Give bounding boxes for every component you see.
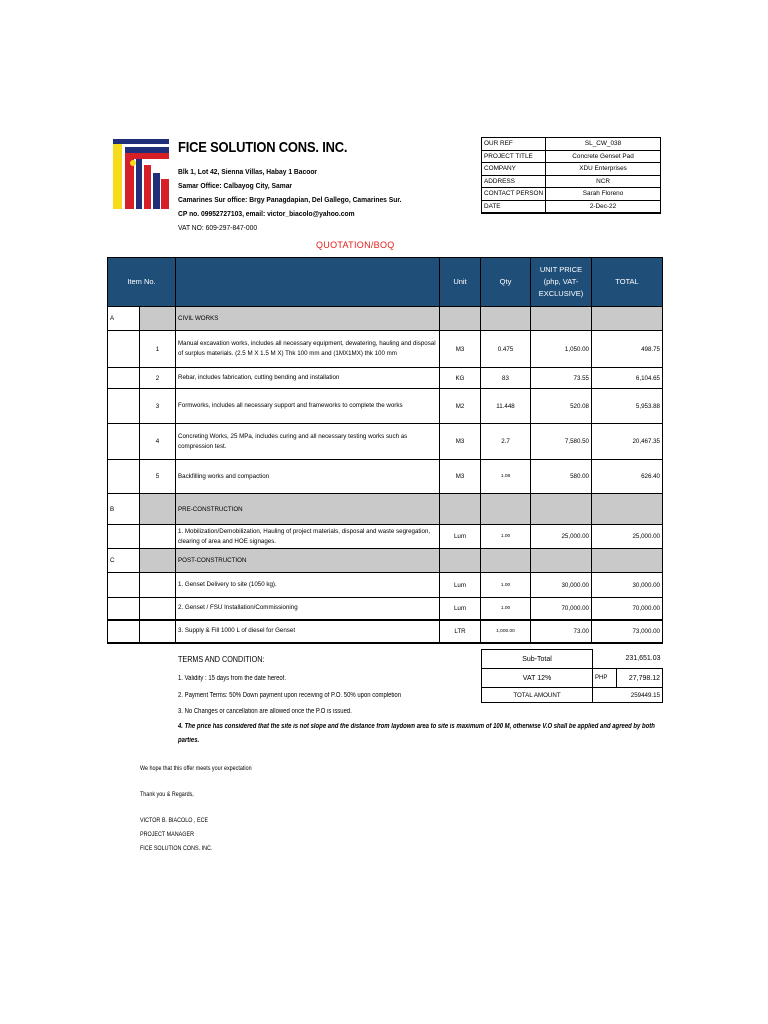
header-item-no: Item No. [108, 258, 176, 307]
section-row [108, 307, 663, 331]
header-description [176, 258, 440, 307]
item-description: Manual excavation works, includes all necessary equipment, dewatering, hauling and disposal of surplus materials. (2.5 M X 1.5 M X) Thk 100 mm and (1MX1MX) thk 100 mm [176, 331, 440, 368]
section-cell [481, 549, 531, 573]
item-description: 1. Genset Delivery to site (1050 kg). [176, 573, 440, 598]
company-name: FICE SOLUTION CONS. INC. [178, 139, 348, 156]
ref-row [482, 188, 661, 201]
item-total: 6,104.65 [592, 368, 663, 389]
item-unit: Lum [440, 573, 481, 598]
item-total: 70,000.00 [592, 598, 663, 620]
section-letter: A [108, 307, 140, 331]
closing-hope: We hope that this offer meets your expectation [140, 765, 252, 772]
item-unit-price: 1,050.00 [531, 331, 592, 368]
section-letter: B [108, 494, 140, 525]
item-unit: M3 [440, 460, 481, 494]
ref-row [482, 163, 661, 176]
company-vat: VAT NO: 609-297-847-000 [178, 223, 258, 232]
item-unit: M3 [440, 424, 481, 460]
boq-table [107, 257, 663, 644]
section-cell [140, 307, 176, 331]
item-qty: 0.475 [481, 331, 531, 368]
item-total: 25,000.00 [592, 525, 663, 549]
item-description: 3. Supply & Fill 1000 L of diesel for Genset [176, 620, 440, 643]
row-letter [108, 331, 140, 368]
item-unit: M2 [440, 389, 481, 424]
section-cell [481, 307, 531, 331]
section-title: CIVIL WORKS [176, 307, 440, 331]
item-total: 498.75 [592, 331, 663, 368]
section-cell [440, 494, 481, 525]
row-letter [108, 389, 140, 424]
item-unit-price: 7,580.50 [531, 424, 592, 460]
item-total: 20,467.35 [592, 424, 663, 460]
vat-currency: PHP [593, 669, 617, 688]
signer-role: PROJECT MANAGER [140, 831, 194, 838]
row-letter [108, 598, 140, 620]
samar-office: Samar Office: Calbayog City, Samar [178, 181, 293, 190]
section-cell [140, 494, 176, 525]
terms-title: TERMS AND CONDITION: [178, 655, 265, 664]
item-unit: LTR [440, 620, 481, 643]
ref-value: Sarah Floreno [546, 188, 661, 201]
section-cell [531, 494, 592, 525]
item-unit-price: 73.00 [531, 620, 592, 643]
item-unit-price: 580.00 [531, 460, 592, 494]
row-letter [108, 525, 140, 549]
item-total: 626.40 [592, 460, 663, 494]
section-cell [592, 494, 663, 525]
section-cell [531, 307, 592, 331]
closing-thanks: Thank you & Regards, [140, 791, 194, 798]
item-unit: Lum [440, 598, 481, 620]
total-value: 259449.15 [593, 688, 663, 703]
table-row [108, 331, 663, 368]
item-no [140, 525, 176, 549]
item-description: 2. Genset / FSU Installation/Commissioning [176, 598, 440, 620]
section-cell [140, 549, 176, 573]
item-qty: 1,000.00 [481, 620, 531, 643]
totals-table [481, 649, 663, 703]
section-cell [440, 549, 481, 573]
company-contact: CP no. 09952727103, email: victor_biacolo@yahoo.com [178, 209, 355, 218]
item-unit-price: 73.55 [531, 368, 592, 389]
total-row [482, 688, 663, 703]
section-cell [440, 307, 481, 331]
ref-key: PROJECT TITLE [482, 150, 546, 163]
ref-row [482, 150, 661, 163]
item-total: 30,000.00 [592, 573, 663, 598]
section-row [108, 549, 663, 573]
section-cell [481, 494, 531, 525]
camarines-office: Camarines Sur office: Brgy Panagdapian, Del Gallego, Camarines Sur. [178, 195, 402, 204]
table-row [108, 620, 663, 643]
table-row [108, 389, 663, 424]
ref-key: COMPANY [482, 163, 546, 176]
table-row [108, 598, 663, 620]
item-no [140, 620, 176, 643]
item-description: Formworks, includes all necessary support and frameworks to complete the works [176, 389, 440, 424]
item-unit: KG [440, 368, 481, 389]
term-payment: 2. Payment Terms: 50% Down payment upon receiving of P.O. 50% upon completion [178, 692, 402, 699]
ref-key: CONTACT PERSON [482, 188, 546, 201]
vat-row [482, 669, 663, 688]
section-cell [592, 549, 663, 573]
item-qty: 1.08 [481, 460, 531, 494]
ref-value: 2-Dec-22 [546, 200, 661, 213]
total-label: TOTAL AMOUNT [482, 688, 593, 703]
section-row [108, 494, 663, 525]
header-qty: Qty [481, 258, 531, 307]
header-unit: Unit [440, 258, 481, 307]
section-cell [592, 307, 663, 331]
item-qty: 11.448 [481, 389, 531, 424]
ref-value: NCR [546, 175, 661, 188]
company-address: Blk 1, Lot 42, Sienna Villas, Habay 1 Bacoor [178, 167, 318, 176]
table-row [108, 424, 663, 460]
section-title: PRE-CONSTRUCTION [176, 494, 440, 525]
row-letter [108, 368, 140, 389]
subtotal-row [482, 650, 663, 669]
header-unit-price: UNIT PRICE (php, VAT-EXCLUSIVE) [531, 258, 592, 307]
item-no: 5 [140, 460, 176, 494]
item-description: Backfilling works and compaction [176, 460, 440, 494]
item-total: 73,000.00 [592, 620, 663, 643]
table-row [108, 368, 663, 389]
company-logo-icon [113, 139, 169, 209]
ref-key: OUR REF [482, 138, 546, 151]
row-letter [108, 424, 140, 460]
ref-key: ADDRESS [482, 175, 546, 188]
ref-value: Concrete Genset Pad [546, 150, 661, 163]
vat-value: 27,798.12 [617, 669, 663, 688]
ref-row [482, 200, 661, 213]
item-no: 4 [140, 424, 176, 460]
ref-value: SL_CW_038 [546, 138, 661, 151]
item-qty: 2.7 [481, 424, 531, 460]
ref-row [482, 175, 661, 188]
item-no: 2 [140, 368, 176, 389]
quotation-title: QUOTATION/BOQ [316, 240, 395, 250]
item-no [140, 598, 176, 620]
subtotal-label: Sub-Total [482, 650, 593, 669]
item-qty: 1.00 [481, 525, 531, 549]
item-unit-price: 520.08 [531, 389, 592, 424]
signer-company: FICE SOLUTION CONS. INC. [140, 845, 213, 852]
item-total: 5,953.88 [592, 389, 663, 424]
boq-header-row [108, 258, 663, 307]
row-letter [108, 620, 140, 643]
term-site-cont: parties. [178, 737, 200, 744]
vat-label: VAT 12% [482, 669, 593, 688]
item-no: 1 [140, 331, 176, 368]
section-title: POST-CONSTRUCTION [176, 549, 440, 573]
table-row [108, 573, 663, 598]
item-unit: Lum [440, 525, 481, 549]
item-description: Concreting Works, 25 MPa, includes curing and all necessary testing works such as compression test. [176, 424, 440, 460]
term-validity: 1. Validity : 15 days from the date hereof. [178, 675, 287, 682]
ref-value: XDU Enterprises [546, 163, 661, 176]
signer-name: VICTOR B. BIACOLO , ECE [140, 817, 209, 824]
item-description: Rebar, includes fabrication, cutting bending and installation [176, 368, 440, 389]
section-cell [531, 549, 592, 573]
item-unit-price: 25,000.00 [531, 525, 592, 549]
item-no: 3 [140, 389, 176, 424]
table-row [108, 525, 663, 549]
header-total: TOTAL [592, 258, 663, 307]
reference-table [481, 137, 661, 214]
row-letter [108, 460, 140, 494]
term-site: 4. The price has considered that the site is not slope and the distance from laydown area to site is maximum of 100 M, otherwise V.O shall be applied and agreed by both [178, 723, 655, 730]
item-description: 1. Mobilization/Demobilization, Hauling of project materials, disposal and waste segregation, clearing of area and HOE signages. [176, 525, 440, 549]
item-unit-price: 70,000.00 [531, 598, 592, 620]
item-qty: 1.00 [481, 598, 531, 620]
ref-key: DATE [482, 200, 546, 213]
subtotal-value: 231,651.03 [593, 650, 663, 669]
term-changes: 3. No Changes or cancellation are allowed once the P.O is issued. [178, 708, 352, 715]
item-unit: M3 [440, 331, 481, 368]
item-qty: 83 [481, 368, 531, 389]
item-unit-price: 30,000.00 [531, 573, 592, 598]
table-row [108, 460, 663, 494]
row-letter [108, 573, 140, 598]
item-qty: 1.00 [481, 573, 531, 598]
section-letter: C [108, 549, 140, 573]
ref-row [482, 138, 661, 151]
item-no [140, 573, 176, 598]
